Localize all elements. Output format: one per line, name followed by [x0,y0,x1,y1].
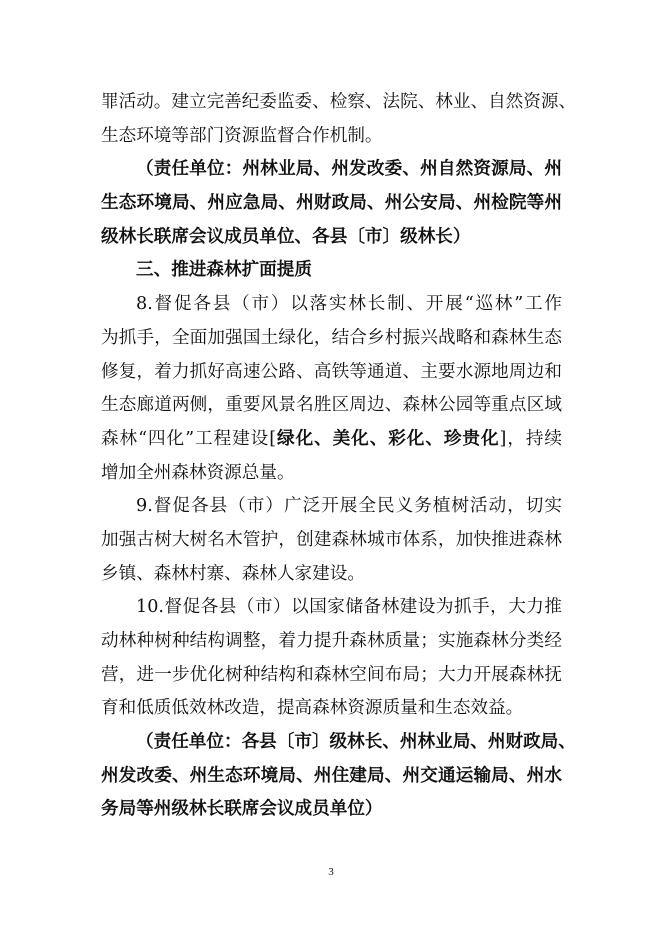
text-line: 加强古树大树名木管护，创建森林城市体系，加快推进森林 [101,529,562,550]
page-number: 3 [328,866,334,878]
text-line: 乡镇、森林村寨、森林人家建设。 [101,563,365,584]
text-segment: ]，持续 [499,428,562,449]
text-line: 育和低质低效林改造，提高森林资源质量和生态效益。 [101,698,524,719]
text-line: 修复，着力抓好高速公路、高铁等通道、主要水源地周边和 [101,361,562,382]
bold-segment: 绿化、美化、彩化、珍贵化 [276,428,500,449]
document-body [101,86,577,827]
text-line: 10.督促各县（市）以国家储备林建设为抓手，大力推 [136,597,562,618]
text-line: 为抓手，全面加强国土绿化，结合乡村振兴战略和森林生态 [101,327,562,348]
bold-text-line: 务局等州级林长联席会议成员单位） [101,799,383,820]
text-line [101,423,562,457]
bold-text-line: 生态环境局、州应急局、州财政局、州公安局、州检院等州 [101,193,562,214]
bold-text-line: 级林长联席会议成员单位、各县〔市〕级林长） [101,226,471,247]
bold-text-line: 州发改委、州生态环境局、州住建局、州交通运输局、州水 [101,765,562,786]
text-line: 8.督促各县（市）以落实林长制、开展“巡林”工作 [136,294,562,315]
bold-text-line: 三、推进森林扩面提质 [136,260,312,281]
text-line: 9.督促各县（市）广泛开展全民义务植树活动，切实 [136,496,562,517]
text-line: 增加全州森林资源总量。 [101,462,295,483]
bold-text-line: （责任单位：各县〔市〕级林长、州林业局、州财政局、 [136,732,576,753]
text-line: 生态廊道两侧，重要风景名胜区周边、森林公园等重点区域 [101,395,562,416]
text-line: 动林种树种结构调整，着力提升森林质量；实施森林分类经 [101,631,562,651]
bold-text-line: （责任单位：州林业局、州发改委、州自然资源局、州 [136,159,562,180]
text-segment: 森林“四化”工程建设[ [101,428,277,449]
text-line: 营，进一步优化树种结构和森林空间布局；大力开展森林抚 [101,664,562,685]
text-line: 生态环境等部门资源监督合作机制。 [101,125,383,146]
text-line: 罪活动。建立完善纪委监委、检察、法院、林业、自然资源、 [101,92,577,112]
